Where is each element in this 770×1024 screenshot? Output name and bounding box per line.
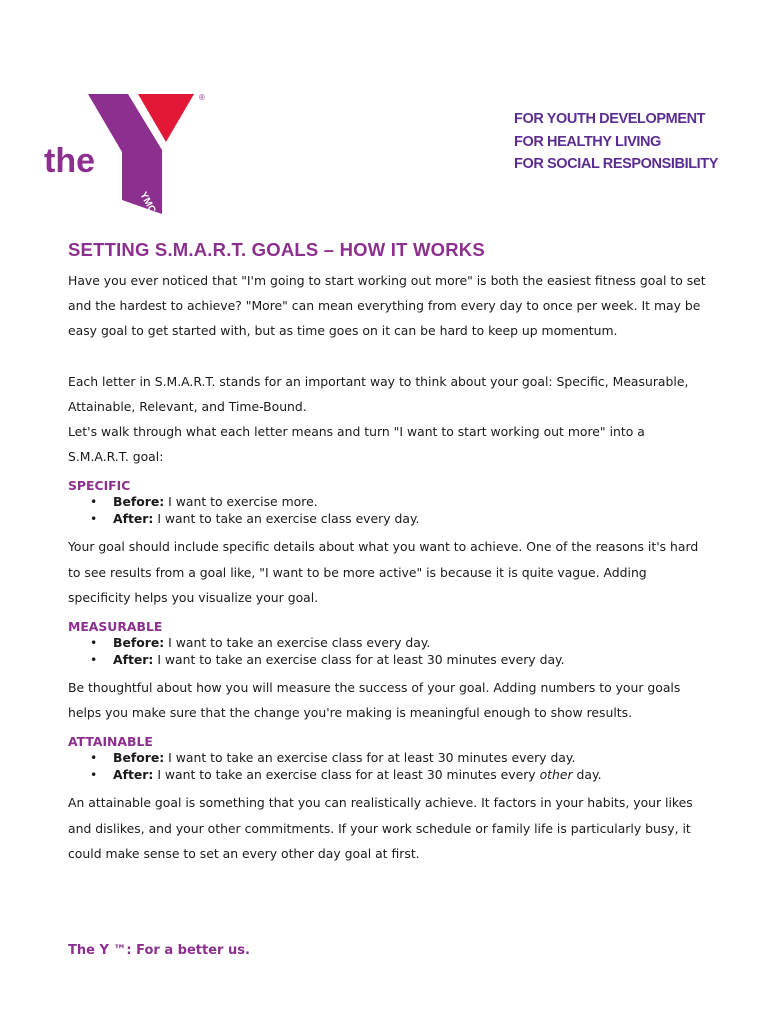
intro-paragraph: Each letter in S.M.A.R.T. stands for an important way to think about your goal: Specific, Measurable, Attainable, Relevant, and Time-Bound. xyxy=(68,373,689,414)
before-text: I want to exercise more. xyxy=(164,494,318,510)
bullet-icon: • xyxy=(90,750,98,766)
bullet-icon: • xyxy=(90,766,98,782)
tagline-line: FOR HEALTHY LIVING xyxy=(514,133,661,150)
before-text: I want to take an exercise class for at least 30 minutes every day. xyxy=(164,750,576,766)
after-text: I want to take an exercise class for at least 30 minutes every xyxy=(153,766,540,782)
after-label: After: xyxy=(113,510,154,526)
page-title: SETTING S.M.A.R.T. GOALS – HOW IT WORKS xyxy=(68,239,485,260)
tagline-line: FOR SOCIAL RESPONSIBILITY xyxy=(514,156,719,172)
logo-ymca-text: YMCA xyxy=(137,190,161,220)
bullet-icon: • xyxy=(90,494,98,510)
measurable-list xyxy=(68,635,708,668)
after-text-end: day. xyxy=(572,766,602,782)
list-item xyxy=(68,750,708,767)
section-paragraph: Be thoughtful about how you will measure the success of your goal. Adding numbers to your goals helps you make sure that the change you're making is meaningful enough to show results. xyxy=(68,680,681,721)
after-label: After: xyxy=(113,766,154,782)
before-label: Before: xyxy=(113,494,165,510)
tagline xyxy=(514,108,718,176)
section-heading-measurable: MEASURABLE xyxy=(68,619,163,635)
list-item xyxy=(68,652,708,669)
intro-paragraph: Have you ever noticed that "I'm going to start working out more" is both the easiest fitness goal to set and the hardest to achieve? "More" can mean everything from every day to once per week. It may be easy goal to get started with, but as time goes on it can be hard to keep up momentum. xyxy=(68,273,706,339)
after-text: I want to take an exercise class for at least 30 minutes every day. xyxy=(153,651,565,667)
before-text: I want to take an exercise class every day. xyxy=(164,635,431,651)
tagline-line: FOR YOUTH DEVELOPMENT xyxy=(514,111,706,127)
section-paragraph: Your goal should include specific details about what you want to achieve. One of the reasons it's hard to see results from a goal like, "I want to be more active" is because it is quite vague. Adding specificity helps you visualize your goal. xyxy=(68,539,699,605)
list-item xyxy=(68,767,708,784)
document-body xyxy=(68,238,708,866)
after-text-emphasis: other xyxy=(539,766,573,782)
list-item xyxy=(68,511,708,528)
attainable-list xyxy=(68,750,708,783)
logo-the-text: the xyxy=(44,142,95,180)
section-heading-specific: SPECIFIC xyxy=(68,478,131,494)
bullet-icon: • xyxy=(90,510,98,526)
after-label: After: xyxy=(113,651,154,667)
before-label: Before: xyxy=(113,750,165,766)
intro-paragraph: Let's walk through what each letter means and turn "I want to start working out more" into a S.M.A.R.T. goal: xyxy=(68,424,645,465)
section-heading-attainable: ATTAINABLE xyxy=(68,734,153,750)
section-paragraph: An attainable goal is something that you can realistically achieve. It factors in your habits, your likes and dislikes, and your other commitments. If your work schedule or family life is particularly busy, it could make sense to set an every other day goal at first. xyxy=(68,795,693,861)
list-item xyxy=(68,494,708,511)
specific-list xyxy=(68,494,708,527)
logo-registered-mark: ® xyxy=(199,93,205,102)
paragraph-gap xyxy=(68,344,708,369)
list-item xyxy=(68,635,708,652)
bullet-icon: • xyxy=(90,651,98,667)
footer-slogan: The Y ™: For a better us. xyxy=(68,943,250,958)
ymca-logo xyxy=(44,90,214,220)
before-label: Before: xyxy=(113,635,165,651)
after-text: I want to take an exercise class every day. xyxy=(153,510,420,526)
bullet-icon: • xyxy=(90,635,98,651)
